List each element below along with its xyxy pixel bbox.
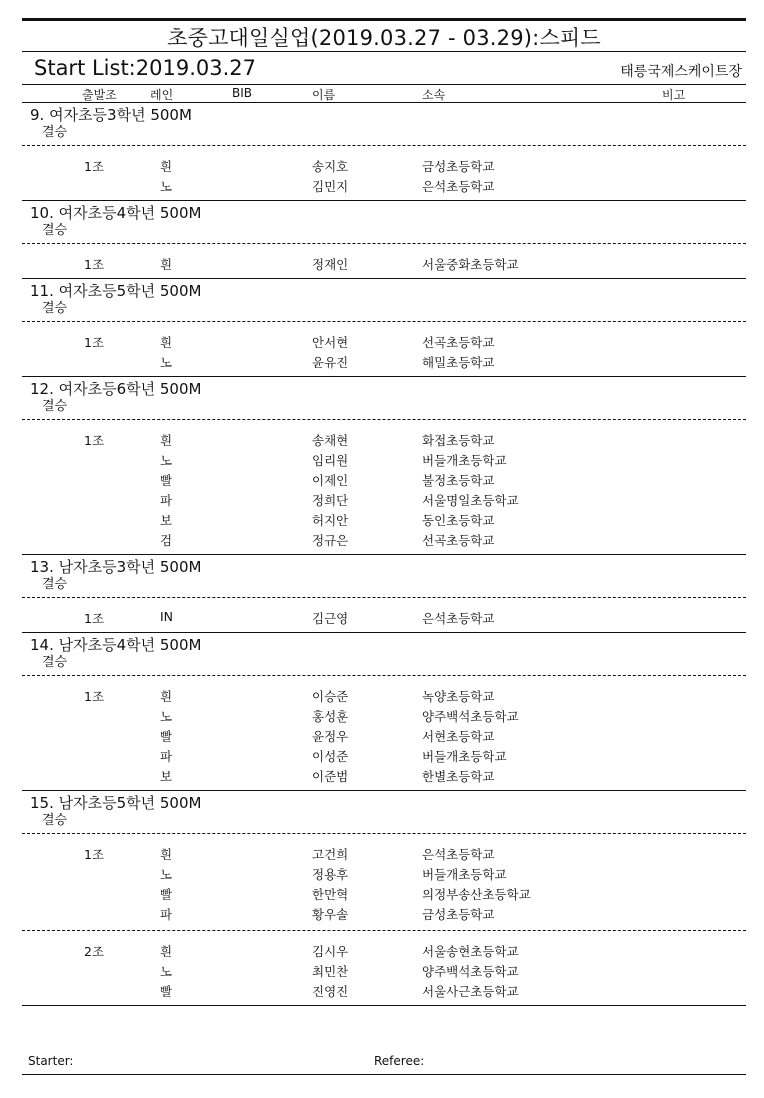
entry-row: [22, 253, 746, 273]
team-cell: 버들개초등학교: [422, 453, 507, 468]
event-block: [22, 792, 746, 1006]
team-cell: 은석초등학교: [422, 611, 495, 626]
name-cell: 진영진: [312, 984, 349, 999]
heat-divider: [22, 241, 746, 245]
event-title: 9. 여자초등3학년 500M: [30, 106, 192, 124]
lane-cell: 흰: [160, 257, 173, 272]
team-cell: 은석초등학교: [422, 179, 495, 194]
lane-cell: 노: [160, 355, 173, 370]
entry-row: [22, 509, 746, 529]
venue-name: 태릉국제스케이트장: [620, 64, 742, 80]
col-heat: 출발조: [82, 88, 117, 102]
event-title: 14. 남자초등4학년 500M: [30, 636, 202, 654]
event-title: 11. 여자초등5학년 500M: [30, 282, 202, 300]
team-cell: 불정초등학교: [422, 473, 495, 488]
round-label: 결승: [42, 125, 68, 140]
round-label: 결승: [42, 223, 68, 238]
heat-label: 1조: [84, 159, 105, 174]
entry-row: [22, 863, 746, 883]
lane-cell: 보: [160, 513, 173, 528]
name-cell: 송지호: [312, 159, 349, 174]
event-rule: [22, 376, 746, 377]
lane-cell: 흰: [160, 335, 173, 350]
round-label: 결승: [42, 301, 68, 316]
name-cell: 김근영: [312, 611, 349, 626]
lane-cell: 노: [160, 709, 173, 724]
event-rule: [22, 278, 746, 279]
team-cell: 양주백석초등학교: [422, 964, 519, 979]
entry-row: [22, 607, 746, 627]
name-cell: 윤유진: [312, 355, 349, 370]
dashed-line: [22, 675, 746, 676]
col-note: 비고: [662, 88, 686, 102]
dashed-line: [22, 243, 746, 244]
team-cell: 양주백석초등학교: [422, 709, 519, 724]
dashed-line: [22, 597, 746, 598]
heat-divider: [22, 417, 746, 421]
round-label: 결승: [42, 577, 68, 592]
dashed-line: [22, 321, 746, 322]
name-cell: 이승준: [312, 689, 349, 704]
lane-cell: 흰: [160, 433, 173, 448]
team-cell: 서현초등학교: [422, 729, 495, 744]
event-title: 15. 남자초등5학년 500M: [30, 794, 202, 812]
lane-cell: 빨: [160, 984, 173, 999]
column-header-rule: [22, 102, 746, 103]
entry-row: [22, 940, 746, 960]
name-cell: 김민지: [312, 179, 349, 194]
referee-label: Referee:: [374, 1054, 425, 1068]
heat-label: 2조: [84, 944, 105, 959]
event-title: 10. 여자초등4학년 500M: [30, 204, 202, 222]
starter-label: Starter:: [28, 1054, 74, 1068]
name-cell: 한만혁: [312, 887, 349, 902]
entry-row: [22, 449, 746, 469]
heat-group: [22, 835, 746, 928]
name-cell: 이준범: [312, 769, 349, 784]
heat-label: 1조: [84, 847, 105, 862]
team-cell: 의정부송산초등학교: [422, 887, 531, 902]
entry-row: [22, 745, 746, 765]
dashed-line: [22, 833, 746, 834]
event-title: 13. 남자초등3학년 500M: [30, 558, 202, 576]
col-lane: 레인: [150, 88, 174, 102]
dashed-line: [22, 930, 746, 931]
name-cell: 황우솔: [312, 907, 349, 922]
heat-group: [22, 677, 746, 790]
entry-row: [22, 883, 746, 903]
lane-cell: 파: [160, 749, 173, 764]
team-cell: 버들개초등학교: [422, 867, 507, 882]
entry-row: [22, 843, 746, 863]
lane-cell: 흰: [160, 847, 173, 862]
lane-cell: 노: [160, 179, 173, 194]
lane-cell: 흰: [160, 944, 173, 959]
heat-group: [22, 932, 746, 1005]
round-label: 결승: [42, 399, 68, 414]
name-cell: 이제인: [312, 473, 349, 488]
team-cell: 동인초등학교: [422, 513, 495, 528]
team-cell: 녹양초등학교: [422, 689, 495, 704]
name-cell: 허지안: [312, 513, 349, 528]
lane-cell: 노: [160, 867, 173, 882]
subheader: [22, 52, 746, 84]
event-block: [22, 556, 746, 633]
name-cell: 홍성훈: [312, 709, 349, 724]
lane-cell: 노: [160, 453, 173, 468]
lane-cell: 파: [160, 493, 173, 508]
heat-label: 1조: [84, 257, 105, 272]
entry-row: [22, 489, 746, 509]
event-list: [22, 104, 746, 1006]
team-cell: 서울명일초등학교: [422, 493, 519, 508]
lane-cell: 노: [160, 964, 173, 979]
heat-label: 1조: [84, 689, 105, 704]
heat-divider: [22, 928, 746, 932]
name-cell: 최민찬: [312, 964, 349, 979]
footer-rule: [22, 1074, 746, 1075]
lane-cell: 보: [160, 769, 173, 784]
entry-row: [22, 725, 746, 745]
name-cell: 김시우: [312, 944, 349, 959]
team-cell: 버들개초등학교: [422, 749, 507, 764]
team-cell: 은석초등학교: [422, 847, 495, 862]
team-cell: 서울중화초등학교: [422, 257, 519, 272]
heat-group: [22, 245, 746, 278]
heat-divider: [22, 143, 746, 147]
round-label: 결승: [42, 813, 68, 828]
entry-row: [22, 529, 746, 549]
lane-cell: 흰: [160, 159, 173, 174]
name-cell: 송채현: [312, 433, 349, 448]
dashed-line: [22, 145, 746, 146]
lane-cell: 검: [160, 533, 173, 548]
event-block: [22, 202, 746, 279]
page-title: 초중고대일실업(2019.03.27 - 03.29):스피드: [167, 26, 601, 50]
name-cell: 정용후: [312, 867, 349, 882]
team-cell: 금성초등학교: [422, 907, 495, 922]
name-cell: 정재인: [312, 257, 349, 272]
event-rule: [22, 1005, 746, 1006]
lane-cell: 빨: [160, 473, 173, 488]
team-cell: 화접초등학교: [422, 433, 495, 448]
event-block: [22, 280, 746, 377]
event-rule: [22, 200, 746, 201]
entry-row: [22, 960, 746, 980]
event-title: 12. 여자초등6학년 500M: [30, 380, 202, 398]
heat-label: 1조: [84, 335, 105, 350]
event-block: [22, 634, 746, 791]
heat-label: 1조: [84, 433, 105, 448]
heat-divider: [22, 595, 746, 599]
team-cell: 해밀초등학교: [422, 355, 495, 370]
name-cell: 고건희: [312, 847, 349, 862]
name-cell: 윤정우: [312, 729, 349, 744]
entry-row: [22, 429, 746, 449]
entry-row: [22, 903, 746, 923]
heat-group: [22, 421, 746, 554]
team-cell: 선곡초등학교: [422, 335, 495, 350]
entry-row: [22, 469, 746, 489]
dashed-line: [22, 419, 746, 420]
lane-cell: 파: [160, 907, 173, 922]
heat-group: [22, 599, 746, 632]
event-rule: [22, 554, 746, 555]
team-cell: 한별초등학교: [422, 769, 495, 784]
heat-divider: [22, 673, 746, 677]
event-rule: [22, 790, 746, 791]
entry-row: [22, 685, 746, 705]
entry-row: [22, 980, 746, 1000]
column-header: [22, 85, 746, 102]
lane-cell: 빨: [160, 887, 173, 902]
event-block: [22, 104, 746, 201]
name-cell: 임리원: [312, 453, 349, 468]
col-team: 소속: [422, 88, 446, 102]
heat-divider: [22, 319, 746, 323]
team-cell: 서울송현초등학교: [422, 944, 519, 959]
lane-cell: 빨: [160, 729, 173, 744]
round-label: 결승: [42, 655, 68, 670]
lane-cell: IN: [160, 609, 174, 624]
entry-row: [22, 175, 746, 195]
name-cell: 안서현: [312, 335, 349, 350]
event-block: [22, 378, 746, 555]
name-cell: 정희단: [312, 493, 349, 508]
name-cell: 이성준: [312, 749, 349, 764]
entry-row: [22, 155, 746, 175]
entry-row: [22, 351, 746, 371]
entry-row: [22, 765, 746, 785]
start-list-page: [22, 18, 746, 1006]
team-cell: 선곡초등학교: [422, 533, 495, 548]
team-cell: 서울사근초등학교: [422, 984, 519, 999]
heat-label: 1조: [84, 611, 105, 626]
entry-row: [22, 705, 746, 725]
col-bib: BIB: [232, 86, 253, 100]
heat-divider: [22, 831, 746, 835]
name-cell: 정규은: [312, 533, 349, 548]
entry-row: [22, 331, 746, 351]
col-name: 이름: [312, 88, 336, 102]
lane-cell: 흰: [160, 689, 173, 704]
team-cell: 금성초등학교: [422, 159, 495, 174]
start-list-date: Start List:2019.03.27: [34, 56, 256, 80]
heat-group: [22, 147, 746, 200]
footer: [22, 1054, 746, 1076]
event-rule: [22, 632, 746, 633]
heat-group: [22, 323, 746, 376]
